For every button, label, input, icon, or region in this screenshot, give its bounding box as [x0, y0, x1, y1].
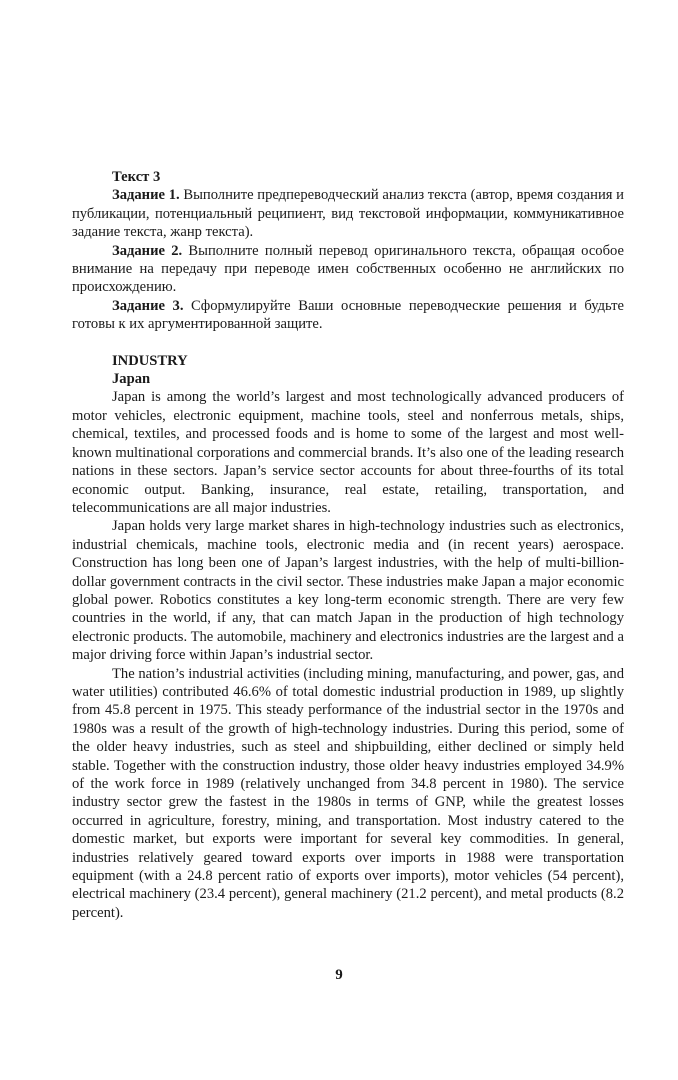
article-paragraph-3: The nation’s industrial activities (including mining, manufacturing, and power, gas, and water utilities) contributed 46.6% of total domestic industrial production in 1989, up slightly from 45.8 percent in 1975. This steady performance of the industrial sector in the 1970s and 1980s was a result of the growth of high-technology industries. During this period, some of the older heavy industries, such as steel and shipbuilding, either declined or simply held stable. Together with the construction industry, those older heavy industries employed 34.9% of the work force in 1989 (relatively unchanged from 34.8 percent in 1980). The service industry sector grew the fastest in the 1980s in terms of GNP, while the greatest losses occurred in agriculture, forestry, mining, and transportation. Most industry catered to the domestic market, but exports were important for several key commodities. In general, industries relatively geared toward exports over imports in 1988 were transportation equipment (with a 24.8 percent ratio of exports over imports), motor vehicles (54 percent), electrical machinery (23.4 percent), general machinery (21.2 percent), and metal products (8.2 percent). — [72, 665, 624, 921]
task-1-label: Задание 1. — [112, 187, 180, 204]
page-number: 9 — [335, 967, 343, 983]
article-paragraph-1: Japan is among the world’s largest and most technologically advanced producers of motor vehicles, electronic equipment, machine tools, steel and nonferrous metals, ships, chemical, textiles, and processed foods and is home to some of the largest and most well-known multinational corporations and commercial brands. It’s also one of the leading research nations in these sectors. Japan’s service sector accounts for about three-fourths of its total economic output. Banking, insurance, real estate, retailing, transportation, and telecommunications are all major industries. — [72, 389, 624, 516]
article-paragraph-2: Japan holds very large market shares in high-technology industries such as electronics, industrial chemicals, machine tools, electronic media and (in recent years) aerospace. Construction has long been one of Japan’s largest industries, with the help of multi-billion-dollar government contracts in the civil sector. These industries make Japan a major economic global power. Robotics constitutes a key long-term economic strength. There are very few countries in the world, if any, that can match Japan in the production of high technology electronic products. The automobile, machinery and electronics industries are the largest and a major driving force within Japan’s industrial sector. — [72, 518, 624, 664]
task-1 — [72, 186, 624, 241]
task-3 — [72, 297, 624, 334]
task-3-text: Сформулируйте Ваши основные переводческие решения и будьте готовы к их аргументированной защите. — [72, 297, 624, 333]
task-1-text: Выполните предпереводческий анализ текста (автор, время создания и публикации, потенциальный реципиент, вид текстовой информации, коммуникативное задание текста, жанр текста). — [72, 187, 624, 241]
page-body — [72, 168, 624, 922]
task-2-label: Задание 2. — [112, 242, 183, 259]
section-spacer — [72, 334, 624, 352]
article-subtitle: Japan — [112, 371, 151, 388]
task-3-label: Задание 3. — [112, 297, 184, 314]
task-2-text: Выполните полный перевод оригинального текста, обращая особое внимание на передачу при переводе имен собственных особенно не английских по происхождению. — [72, 242, 624, 296]
exercise-title: Текст 3 — [112, 169, 161, 185]
article-title: INDUSTRY — [112, 352, 188, 369]
task-2 — [72, 242, 624, 297]
